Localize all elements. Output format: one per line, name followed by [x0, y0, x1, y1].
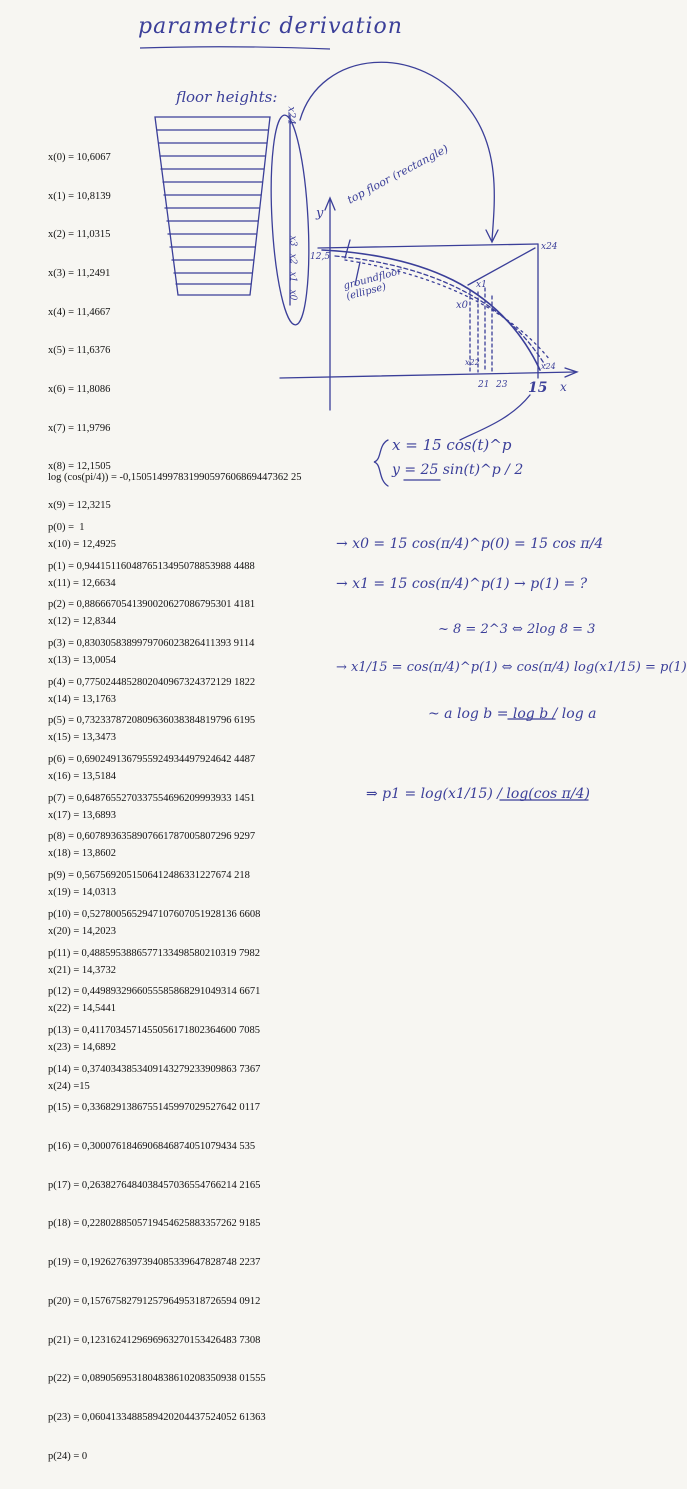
- x-value-row: x(11) = 12,6634: [48, 577, 116, 589]
- y-axis-label: y: [316, 206, 324, 221]
- x1-label: x1: [476, 280, 487, 290]
- page-title: parametric derivation: [138, 14, 403, 39]
- x1-equation: → x1 = 15 cos(π/4)^p(1) → p(1) = ?: [336, 576, 588, 592]
- p-value-row: p(16) = 0,3000761846906846874051079434 535: [48, 1141, 256, 1153]
- x-value-row: x(21) = 14,3732: [48, 964, 117, 976]
- p-value-row: p(10) = 0,5278005652947107607051928136 6608: [48, 908, 261, 920]
- x-value-row: x(5) = 11,6376: [48, 345, 111, 357]
- top-floor-label: top floor (rectangle): [345, 142, 451, 207]
- p-value-row: p(21) = 0,1231624129696963270153426483 7308: [48, 1334, 261, 1346]
- p-value-row: p(17) = 0,2638276484038457036554766214 2165: [48, 1179, 261, 1191]
- log-hint: ~ 8 = 2^3 ⇔ 2log 8 = 3: [438, 622, 596, 637]
- p-value-row: p(12) = 0,4498932966055585868291049314 6671: [48, 986, 261, 998]
- ground-curve: [322, 250, 540, 370]
- x-value-row: x(10) = 12,4925: [48, 538, 117, 550]
- floor-heights-label: floor heights:: [176, 88, 278, 106]
- stack-mid-label-1: x1: [287, 271, 298, 283]
- x-value-row: x(18) = 13,8602: [48, 848, 117, 860]
- p-value-row: p(0) = 1: [48, 521, 85, 533]
- x24-label: x24: [541, 242, 558, 252]
- x-value-row: x(12) = 12,8344: [48, 616, 117, 628]
- x-tick-21: 21: [478, 380, 490, 390]
- link-arrow: [300, 62, 494, 240]
- change-of-base: ~ a log b = log b / log a: [428, 706, 597, 722]
- x-tick-22: x22: [465, 358, 480, 367]
- x-value-row: x(20) = 14,2023: [48, 925, 117, 937]
- stack-top-label: x24: [285, 106, 297, 125]
- ratio-equation: → x1/15 = cos(π/4)^p(1) ⇔ cos(π/4) log(x1/15) = p(1): [336, 660, 687, 675]
- p-value-row: p(24) = 0: [48, 1450, 88, 1462]
- x-value-row: x(6) = 11,8086: [48, 384, 111, 396]
- p-value-row: p(4) = 0,7750244852802040967324372129 1822: [48, 676, 256, 688]
- x-value-row: x(22) = 14,5441: [48, 1003, 117, 1015]
- p-value-row: p(18) = 0,2280288505719454625883357262 9185: [48, 1218, 261, 1230]
- p-value-row: p(1) = 0,9441511604876513495078853988 4488: [48, 560, 255, 572]
- p-value-row: p(23) = 0,0604133488589420204437524052 61363: [48, 1411, 266, 1423]
- x-value-row: x(13) = 13,0054: [48, 654, 117, 666]
- p-value-row: p(2) = 0,8866670541390020627086795301 4181: [48, 599, 256, 611]
- x-value-row: x(15) = 13,3473: [48, 732, 117, 744]
- stack-mid-label-3: x3: [287, 235, 298, 247]
- x-value-row: x(4) = 11,4667: [48, 306, 111, 318]
- y-param-equation: y = 25 sin(t)^p / 2: [392, 462, 524, 478]
- p-value-row: p(7) = 0,6487655270337554696209993933 1451: [48, 792, 256, 804]
- x-value-row: x(0) = 10,6067: [48, 151, 111, 163]
- x-value-row: x(19) = 14,0313: [48, 887, 117, 899]
- p-value-row: p(13) = 0,4117034571455056171802364600 7085: [48, 1024, 261, 1036]
- result-equation: ⇒ p1 = log(x1/15) / log(cos π/4): [366, 786, 590, 802]
- p-value-row: p(15) = 0,3368291386755145997029527642 0117: [48, 1102, 261, 1114]
- x0-label: x0: [456, 300, 469, 311]
- p-value-row: p(9) = 0,5675692051506412486331227674 218: [48, 870, 250, 882]
- x-value-row: x(24) =15: [48, 1080, 90, 1092]
- stack-mid-label-0: x0: [287, 289, 298, 301]
- x-value-row: x(23) = 14,6892: [48, 1041, 117, 1053]
- x-value-row: x(17) = 13,6893: [48, 809, 117, 821]
- building-outline: [155, 117, 270, 295]
- x-value-row: x(16) = 13,5184: [48, 771, 117, 783]
- log-cos-line: log (cos(pi/4)) = -0,150514997831990597606869447362 25: [48, 472, 302, 483]
- p-value-row: p(5) = 0,7323378720809636038384819796 6195: [48, 715, 256, 727]
- top-floor-line: [318, 244, 538, 248]
- p-value-row: p(8) = 0,6078936358907661787005807296 9297: [48, 831, 256, 843]
- x0-equation: → x0 = 15 cos(π/4)^p(0) = 15 cos π/4: [336, 536, 604, 552]
- p-value-row: p(14) = 0,3740343853409143279233909863 7367: [48, 1063, 261, 1075]
- x-value-row: x(1) = 10,8139: [48, 190, 111, 202]
- p-value-row: p(20) = 0,1576758279125796495318726594 0912: [48, 1295, 261, 1307]
- p-value-row: p(6) = 0,6902491367955924934497924642 4487: [48, 754, 256, 766]
- p-value-row: p(3) = 0,8303058389979706023826411393 9114: [48, 637, 255, 649]
- p-values-list: [48, 496, 266, 1489]
- y-tick-label: 12,5: [310, 252, 331, 262]
- x-axis-label: x: [560, 380, 567, 394]
- p-value-row: p(22) = 0,0890569531804838610208350938 01555: [48, 1373, 266, 1385]
- x-axis: [280, 372, 575, 378]
- x-tick-24: x24: [541, 362, 556, 371]
- x-param-equation: x = 15 cos(t)^p: [392, 436, 512, 454]
- ground-floor-label: groundfloor (ellipse): [342, 265, 404, 303]
- x-tick-15: 15: [528, 380, 548, 396]
- x-tick-23: 23: [496, 380, 508, 390]
- x-value-row: x(7) = 11,9796: [48, 422, 111, 434]
- x-value-row: x(3) = 11,2491: [48, 267, 111, 279]
- x-value-row: x(9) = 12,3215: [48, 500, 111, 512]
- p-value-row: p(11) = 0,4885953886577133498580210319 7982: [48, 947, 261, 959]
- stack-mid-label-2: x2: [287, 253, 298, 265]
- x-value-row: x(2) = 11,0315: [48, 229, 111, 241]
- x-value-row: x(14) = 13,1763: [48, 693, 117, 705]
- p-value-row: p(19) = 0,1926276397394085339647828748 2237: [48, 1257, 261, 1269]
- x-value-row: x(8) = 12,1505: [48, 461, 111, 473]
